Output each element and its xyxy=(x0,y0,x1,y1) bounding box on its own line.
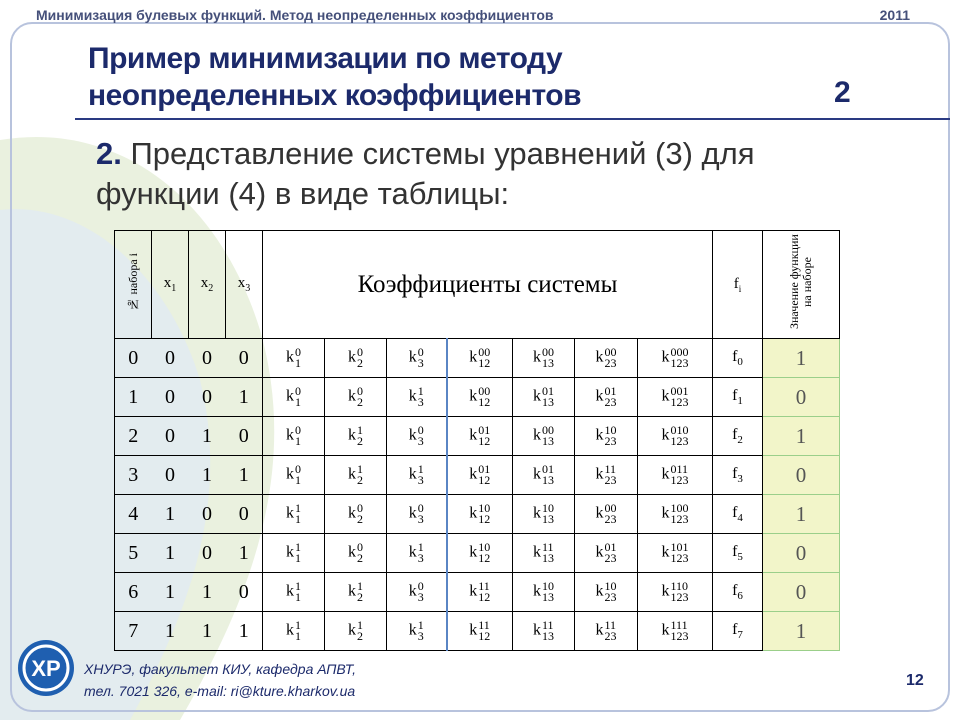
cell-x2: 1 xyxy=(189,417,226,456)
cell-x2: 0 xyxy=(189,495,226,534)
cell-index: 5 xyxy=(115,534,152,573)
header-title: Минимизация булевых функций. Метод неопределенных коэффициентов xyxy=(36,7,554,23)
cell-k12: k 01 12 xyxy=(447,417,513,456)
cell-k3: k 1 3 xyxy=(387,456,447,495)
slide-title-line2: неопределенных коэффициентов xyxy=(88,79,582,112)
cell-k3: k 1 3 xyxy=(387,612,447,651)
cell-k12: k 00 12 xyxy=(447,339,513,378)
cell-index: 6 xyxy=(115,573,152,612)
cell-k123: k 000 123 xyxy=(638,339,713,378)
cell-fi: $f_1$ xyxy=(713,378,763,417)
cell-value: 0 xyxy=(763,573,840,612)
cell-value: 1 xyxy=(763,417,840,456)
cell-x3: 1 xyxy=(226,378,263,417)
cell-k13: k 11 13 xyxy=(513,612,575,651)
cell-index: 2 xyxy=(115,417,152,456)
cell-index: 0 xyxy=(115,339,152,378)
cell-value: 1 xyxy=(763,495,840,534)
table-header-row xyxy=(115,231,840,339)
header-x1: $x_1$ xyxy=(152,231,189,339)
table-row xyxy=(115,339,840,378)
cell-x1: 0 xyxy=(152,339,189,378)
footer-line1: ХНУРЭ, факультет КИУ, кафедра АПВТ, xyxy=(84,661,357,677)
subtitle xyxy=(96,134,755,214)
cell-k123: k 101 123 xyxy=(638,534,713,573)
cell-x3: 1 xyxy=(226,456,263,495)
cell-k13: k 01 13 xyxy=(513,456,575,495)
cell-k1: k 0 1 xyxy=(263,456,325,495)
cell-k1: k 0 1 xyxy=(263,339,325,378)
page-number: 12 xyxy=(906,672,924,689)
cell-k12: k 00 12 xyxy=(447,378,513,417)
cell-k12: k 11 12 xyxy=(447,612,513,651)
cell-k23: k 10 23 xyxy=(575,417,638,456)
slide-title-line1: Пример минимизации по методу xyxy=(88,42,563,75)
cell-k23: k 11 23 xyxy=(575,456,638,495)
cell-x3: 1 xyxy=(226,612,263,651)
cell-k1: k 1 1 xyxy=(263,612,325,651)
cell-x3: 0 xyxy=(226,339,263,378)
cell-k2: k 1 2 xyxy=(325,417,387,456)
cell-k12: k 11 12 xyxy=(447,573,513,612)
cell-index: 3 xyxy=(115,456,152,495)
table-row xyxy=(115,612,840,651)
header-fi: $f_i$ xyxy=(713,231,763,339)
cell-fi: $f_5$ xyxy=(713,534,763,573)
cell-value: 0 xyxy=(763,378,840,417)
cell-k123: k 100 123 xyxy=(638,495,713,534)
cell-k123: k 110 123 xyxy=(638,573,713,612)
cell-k23: k 01 23 xyxy=(575,378,638,417)
cell-value: 1 xyxy=(763,339,840,378)
cell-k23: k 00 23 xyxy=(575,339,638,378)
cell-k123: k 010 123 xyxy=(638,417,713,456)
cell-k2: k 0 2 xyxy=(325,534,387,573)
footer-line2: тел. 7021 326, e-mail: ri@kture.kharkov.ua xyxy=(84,683,356,699)
header-x2: $x_2$ xyxy=(189,231,226,339)
cell-index: 4 xyxy=(115,495,152,534)
cell-x2: 0 xyxy=(189,534,226,573)
header-x3: $x_3$ xyxy=(226,231,263,339)
subtitle-line2: функции (4) в виде таблицы: xyxy=(96,176,510,211)
header-coefficients: Коэффициенты системы xyxy=(263,231,713,339)
cell-k2: k 0 2 xyxy=(325,378,387,417)
cell-k2: k 1 2 xyxy=(325,573,387,612)
table-row xyxy=(115,417,840,456)
cell-x3: 1 xyxy=(226,534,263,573)
cell-k23: k 01 23 xyxy=(575,534,638,573)
cell-fi: $f_6$ xyxy=(713,573,763,612)
cell-k23: k 11 23 xyxy=(575,612,638,651)
cell-value: 1 xyxy=(763,612,840,651)
cell-index: 1 xyxy=(115,378,152,417)
cell-k2: k 0 2 xyxy=(325,339,387,378)
cell-k1: k 0 1 xyxy=(263,417,325,456)
cell-x2: 0 xyxy=(189,378,226,417)
cell-k123: k 001 123 xyxy=(638,378,713,417)
title-divider xyxy=(75,118,950,120)
cell-k3: k 1 3 xyxy=(387,534,447,573)
cell-x2: 1 xyxy=(189,456,226,495)
university-logo-icon xyxy=(16,638,76,698)
cell-x1: 1 xyxy=(152,534,189,573)
header-index: № набора i xyxy=(115,231,152,339)
cell-k1: k 0 1 xyxy=(263,378,325,417)
cell-fi: $f_2$ xyxy=(713,417,763,456)
cell-k12: k 01 12 xyxy=(447,456,513,495)
cell-x2: 1 xyxy=(189,573,226,612)
cell-x3: 0 xyxy=(226,417,263,456)
cell-k13: k 00 13 xyxy=(513,339,575,378)
coefficients-table xyxy=(114,230,840,651)
cell-k1: k 1 1 xyxy=(263,495,325,534)
cell-fi: $f_7$ xyxy=(713,612,763,651)
cell-k123: k 111 123 xyxy=(638,612,713,651)
cell-k13: k 00 13 xyxy=(513,417,575,456)
cell-x1: 1 xyxy=(152,612,189,651)
footer-contact xyxy=(84,658,356,702)
cell-k12: k 10 12 xyxy=(447,495,513,534)
cell-k13: k 10 13 xyxy=(513,495,575,534)
cell-k1: k 1 1 xyxy=(263,573,325,612)
cell-k13: k 10 13 xyxy=(513,573,575,612)
header-value: Значение функции на наборе xyxy=(763,231,840,339)
cell-x2: 1 xyxy=(189,612,226,651)
table-row xyxy=(115,534,840,573)
cell-x1: 0 xyxy=(152,378,189,417)
cell-k23: k 10 23 xyxy=(575,573,638,612)
cell-x3: 0 xyxy=(226,495,263,534)
subtitle-number: 2. xyxy=(96,136,122,171)
slide-number: 2 xyxy=(834,76,851,109)
cell-x1: 1 xyxy=(152,495,189,534)
cell-k2: k 1 2 xyxy=(325,612,387,651)
cell-k13: k 01 13 xyxy=(513,378,575,417)
cell-k3: k 0 3 xyxy=(387,573,447,612)
header-year: 2011 xyxy=(879,7,910,23)
logo-text: ХР xyxy=(31,656,61,681)
table-row xyxy=(115,456,840,495)
cell-x3: 0 xyxy=(226,573,263,612)
table-row xyxy=(115,495,840,534)
cell-k12: k 10 12 xyxy=(447,534,513,573)
cell-x1: 1 xyxy=(152,573,189,612)
cell-x1: 0 xyxy=(152,417,189,456)
cell-fi: $f_0$ xyxy=(713,339,763,378)
cell-x2: 0 xyxy=(189,339,226,378)
cell-k23: k 00 23 xyxy=(575,495,638,534)
cell-fi: $f_4$ xyxy=(713,495,763,534)
cell-k3: k 1 3 xyxy=(387,378,447,417)
table-row xyxy=(115,378,840,417)
cell-k2: k 0 2 xyxy=(325,495,387,534)
cell-k3: k 0 3 xyxy=(387,339,447,378)
cell-value: 0 xyxy=(763,534,840,573)
cell-k1: k 1 1 xyxy=(263,534,325,573)
cell-fi: $f_3$ xyxy=(713,456,763,495)
slide-title xyxy=(88,40,581,114)
cell-index: 7 xyxy=(115,612,152,651)
subtitle-line1: Представление системы уравнений (3) для xyxy=(121,136,755,171)
cell-k2: k 1 2 xyxy=(325,456,387,495)
cell-k3: k 0 3 xyxy=(387,417,447,456)
cell-value: 0 xyxy=(763,456,840,495)
cell-k123: k 011 123 xyxy=(638,456,713,495)
cell-x1: 0 xyxy=(152,456,189,495)
table-row xyxy=(115,573,840,612)
cell-k3: k 0 3 xyxy=(387,495,447,534)
cell-k13: k 11 13 xyxy=(513,534,575,573)
